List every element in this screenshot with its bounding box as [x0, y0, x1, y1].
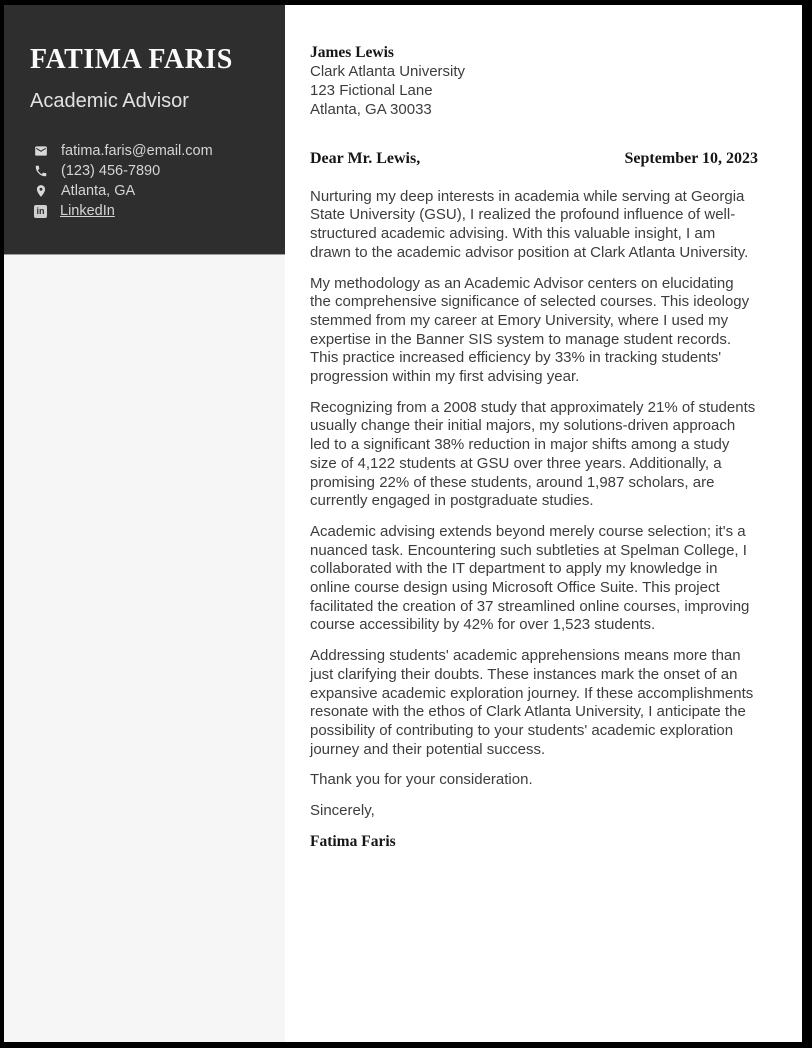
sidebar-lower-panel [4, 255, 285, 1042]
location-icon [34, 184, 48, 198]
person-name: FATIMA FARIS [30, 44, 233, 75]
salutation: Dear Mr. Lewis, [310, 150, 421, 167]
linkedin-icon: in [34, 205, 47, 218]
signature: Fatima Faris [310, 832, 396, 850]
paragraph-closing-pitch: Addressing students' academic apprehensions means more than just clarifying their doubts. These instances mark the onset of an expansive academic exploration journey. If these accomplishments resonate with the ethos of Clark Atlanta University, I anticipate the possibility of contributing to your students' academic exploration journey and their potential success. [310, 647, 754, 758]
contact-location-text: Atlanta, GA [61, 182, 136, 199]
cover-letter-page [4, 5, 802, 1042]
recipient-org: Clark Atlanta University [310, 63, 466, 80]
recipient-city: Atlanta, GA 30033 [310, 101, 432, 118]
recipient-street: 123 Fictional Lane [310, 82, 433, 99]
letter-content [285, 5, 802, 1042]
letter-date: September 10, 2023 [624, 150, 758, 167]
contact-row-email [34, 144, 267, 159]
paragraph-methodology: My methodology as an Academic Advisor centers on elucidating the comprehensive significance of selected courses. This ideology stemmed from my career at Emory University, where I used my expertise in the Banner SIS system to manage student records. This practice increased efficiency by 33% in tracking students' progression within my first advising year. [310, 274, 750, 386]
recipient-name: James Lewis [310, 44, 394, 61]
sidebar [4, 5, 285, 1042]
salutation-row [310, 150, 758, 169]
paragraph-study: Recognizing from a 2008 study that approximately 21% of students usually change their initial majors, my solutions-driven approach led to a significant 38% reduction in major shifts among a study size of 4,122 students at GSU over three years. Additionally, a promising 22% of these students, around 1,987 scholars, are currently engaged in postgraduate studies. [310, 398, 756, 510]
contact-list [30, 144, 267, 219]
email-icon [34, 144, 48, 158]
paragraph-advising: Academic advising extends beyond merely course selection; it's a nuanced task. Encountering such subtleties at Spelman College, I collaborated with the IT department to apply my knowledge in online course design using Microsoft Office Suite. This project facilitated the creation of 37 streamlined online courses, improving course accessibility by 42% for over 1,523 students. [310, 522, 750, 634]
recipient-block [310, 43, 758, 119]
contact-email-text: fatima.faris@email.com [61, 142, 213, 159]
linkedin-link[interactable]: LinkedIn [60, 202, 115, 219]
contact-row-phone [34, 164, 267, 179]
contact-row-location [34, 184, 267, 199]
contact-phone-text: (123) 456-7890 [61, 162, 161, 179]
paragraph-intro: Nurturing my deep interests in academia while serving at Georgia State University (GSU), I realized the profound influence of well-structured academic advising. With this valuable insight, I am drawn to the academic advisor position at Clark Atlanta University. [310, 187, 749, 261]
closing-sincerely: Sincerely, [310, 802, 375, 820]
sidebar-header [4, 5, 285, 255]
closing-thanks: Thank you for your consideration. [310, 771, 533, 789]
contact-row-linkedin [34, 204, 267, 219]
phone-icon [34, 164, 48, 178]
job-title: Academic Advisor [30, 89, 189, 112]
